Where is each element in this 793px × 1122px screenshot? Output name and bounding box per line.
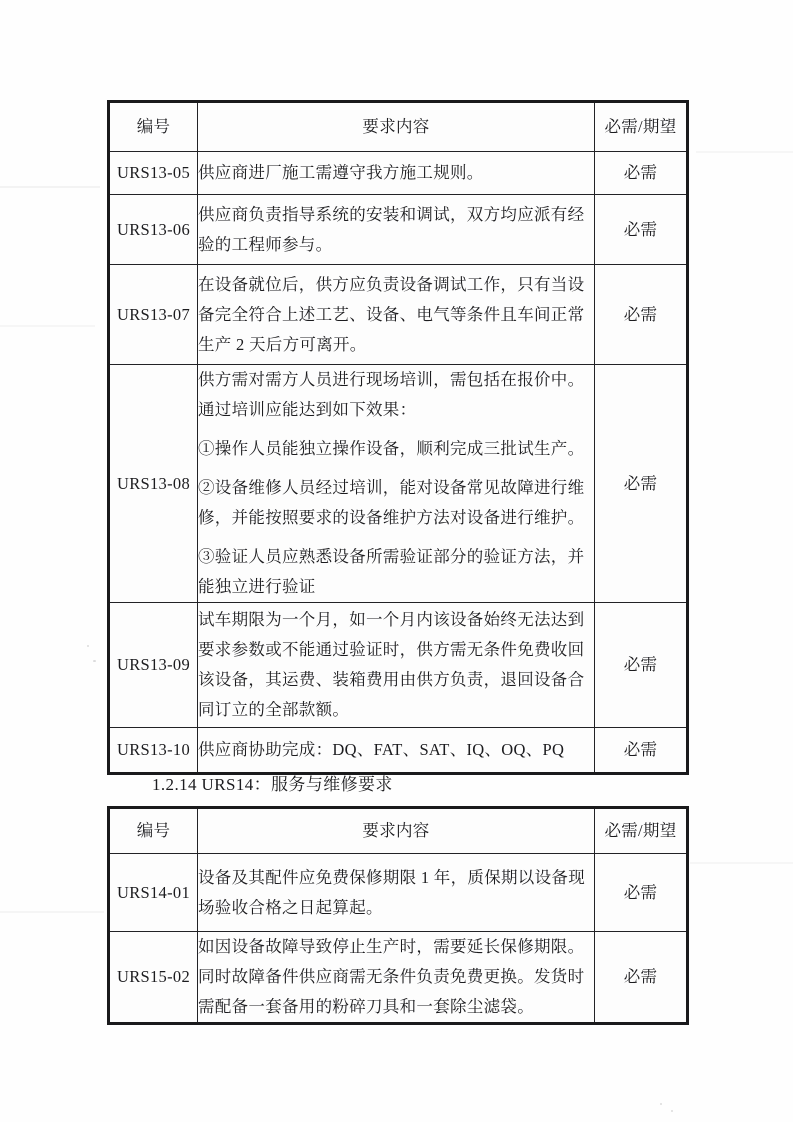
requirement-id: URS13-05 [109, 152, 198, 195]
scan-artifact-streak [0, 186, 100, 188]
requirement-id: URS15-02 [109, 932, 198, 1024]
content-paragraph: ①操作人员能独立操作设备，顺利完成三批试生产。 [198, 439, 585, 458]
content-paragraph: 如因设备故障导致停止生产时，需要延长保修期限。同时故障备件供应商需无条件负责免费更换。发货时需配备一套备用的粉碎刀具和一套除尘滤袋。 [198, 937, 585, 1016]
section-heading: 1.2.14 URS14：服务与维修要求 [152, 775, 393, 794]
header-content: 要求内容 [198, 808, 595, 854]
scan-artifact-streak [690, 862, 793, 864]
requirement-id: URS13-09 [109, 603, 198, 728]
content-paragraph: ③验证人员应熟悉设备所需验证部分的验证方法，并能独立进行验证 [198, 547, 585, 596]
urs13-requirements-table [107, 100, 689, 775]
requirement-id: URS13-10 [109, 728, 198, 774]
table-row [109, 854, 688, 932]
table-row [109, 728, 688, 774]
content-paragraph: 试车期限为一个月，如一个月内该设备始终无法达到要求参数或不能通过验证时，供方需无条件免费收回该设备，其运费、装箱费用由供方负责，退回设备合同订立的全部款额。 [198, 610, 585, 719]
urs14-requirements-table [107, 806, 689, 1025]
requirement-content [198, 365, 595, 603]
content-paragraph: 设备及其配件应免费保修期限 1 年，质保期以设备现场验收合格之日起算起。 [198, 867, 585, 917]
scan-artifact-streak [0, 911, 104, 913]
requirement-level: 必需 [595, 728, 688, 774]
requirement-level: 必需 [595, 603, 688, 728]
requirement-level: 必需 [595, 152, 688, 195]
table-row [109, 603, 688, 728]
table-row [109, 152, 688, 195]
requirement-content [198, 932, 595, 1024]
requirement-content [198, 603, 595, 728]
requirement-level: 必需 [595, 854, 688, 932]
content-paragraph: 供方需对需方人员进行现场培训，需包括在报价中。通过培训应能达到如下效果： [198, 370, 585, 419]
scan-artifact-streak [696, 151, 793, 153]
scan-artifact-speck [671, 1110, 673, 1112]
content-paragraph: 供应商负责指导系统的安装和调试，双方均应派有经验的工程师参与。 [198, 204, 585, 254]
header-requirement: 必需/期望 [595, 808, 688, 854]
scan-artifact-speck [660, 1103, 662, 1105]
table-row [109, 932, 688, 1024]
content-paragraph: 供应商协助完成：DQ、FAT、SAT、IQ、OQ、PQ [198, 740, 565, 759]
scan-artifact-speck [87, 645, 89, 647]
table-row [109, 365, 688, 603]
table-row [109, 265, 688, 365]
requirement-id: URS13-07 [109, 265, 198, 365]
header-id: 编号 [109, 102, 198, 152]
requirement-id: URS14-01 [109, 854, 198, 932]
table-row [109, 195, 688, 265]
header-content: 要求内容 [198, 102, 595, 152]
content-paragraph: 供应商进厂施工需遵守我方施工规则。 [198, 163, 484, 182]
requirement-id: URS13-08 [109, 365, 198, 603]
requirement-content [198, 265, 595, 365]
requirement-content [198, 195, 595, 265]
content-paragraph: 在设备就位后，供方应负责设备调试工作，只有当设备完全符合上述工艺、设备、电气等条件且车间正常生产 2 天后方可离开。 [198, 274, 585, 354]
requirement-content [198, 728, 595, 774]
requirement-level: 必需 [595, 365, 688, 603]
content-paragraph: ②设备维修人员经过培训，能对设备常见故障进行维修，并能按照要求的设备维护方法对设备进行维护。 [198, 478, 585, 527]
header-id: 编号 [109, 808, 198, 854]
requirement-level: 必需 [595, 932, 688, 1024]
header-requirement: 必需/期望 [595, 102, 688, 152]
table-header-row [109, 102, 688, 152]
requirement-id: URS13-06 [109, 195, 198, 265]
requirement-content [198, 854, 595, 932]
table-header-row [109, 808, 688, 854]
scan-artifact-speck [93, 660, 96, 662]
requirement-level: 必需 [595, 195, 688, 265]
scan-artifact-streak [0, 325, 95, 327]
requirement-content [198, 152, 595, 195]
requirement-level: 必需 [595, 265, 688, 365]
